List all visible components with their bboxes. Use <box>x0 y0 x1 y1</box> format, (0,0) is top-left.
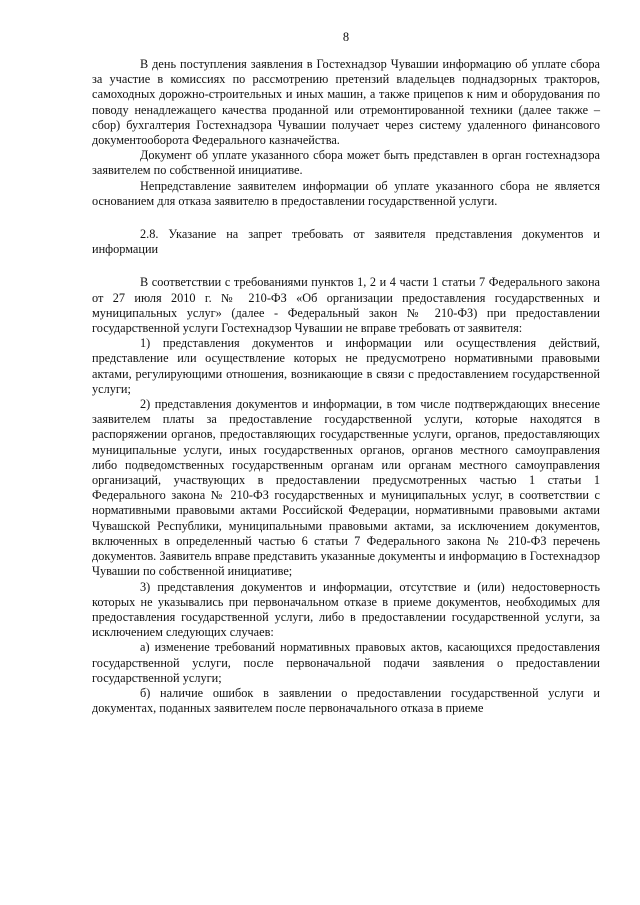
list-item-1: 1) представления документов и информации или осуществления действий, представление или осуществление которых не предусмотрено нормативными правовыми актами, регулирующими отношения, возникающие в связи с предоставлением государственной услуги; <box>92 336 600 396</box>
paragraph-intro: В соответствии с требованиями пунктов 1, 2 и 4 части 1 статьи 7 Федерального закона от 27 июля 2010 г. № 210-ФЗ «Об организации предоставления государственных и муниципальных услуг» (далее - Федеральный закон № 210-ФЗ) при предоставлении государственной услуги Гостехнадзор Чувашии не вправе требовать от заявителя: <box>92 275 600 336</box>
list-subitem-a: а) изменение требований нормативных правовых актов, касающихся предоставления государственной услуги, после первоначальной подачи заявления о предоставлении государственной услуги; <box>92 640 600 685</box>
section-heading: 2.8. Указание на запрет требовать от заявителя представления документов и информации <box>92 227 600 257</box>
list-item-3: 3) представления документов и информации, отсутствие и (или) недостоверность которых не указывались при первоначальном отказе в приеме документов, необходимых для предоставления государственной услуги, либо в предоставлении государственной услуги, за исключением следующих случаев: <box>92 579 600 640</box>
document-page <box>92 30 600 716</box>
page-number: 8 <box>342 30 350 44</box>
paragraph-fee-info: В день поступления заявления в Гостехнадзор Чувашии информацию об уплате сбора за участие в комиссиях по рассмотрению претензий владельцев поднадзорных тракторов, самоходных дорожно-строительных и иных машин, а также прицепов к ним и оборудования по поводу ненадлежащего качества проданной или отремонтированной техники (далее также – сбор) бухгалтерия Гостехнадзора Чувашии получает через систему удаленного финансового документооборота Федерального казначейства. <box>92 57 600 148</box>
paragraph-fee-document: Документ об уплате указанного сбора может быть представлен в орган гостехнадзора заявителем по собственной инициативе. <box>92 148 600 178</box>
paragraph-fee-not-grounds: Непредставление заявителем информации об уплате указанного сбора не является основанием для отказа заявителю в предоставлении государственной услуги. <box>92 178 600 208</box>
list-item-2: 2) представления документов и информации, в том числе подтверждающих внесение заявителем платы за предоставление государственной услуги, которые находятся в распоряжении органов, предоставляющих государственные услуги, органов, предоставляющих муниципальные услуги, иных государственных органов, органов местного самоуправления либо подведомственных государственным органам или органам местного самоуправления организаций, участвующих в предоставлении предусмотренных частью 1 статьи 1 Федерального закона № 210-ФЗ государственных и муниципальных услуг, в соответствии с нормативными правовыми актами Российской Федерации, нормативными правовыми актами Чувашской Республики, муниципальными правовыми актами, за исключением документов, включенных в определенный частью 6 статьи 7 Федерального закона № 210-ФЗ перечень документов. Заявитель вправе представить указанные документы и информацию в Гостехнадзор Чувашии по собственной инициативе; <box>92 397 600 579</box>
list-subitem-b: б) наличие ошибок в заявлении о предоставлении государственной услуги и документах, поданных заявителем после первоначального отказа в приеме <box>92 685 600 716</box>
